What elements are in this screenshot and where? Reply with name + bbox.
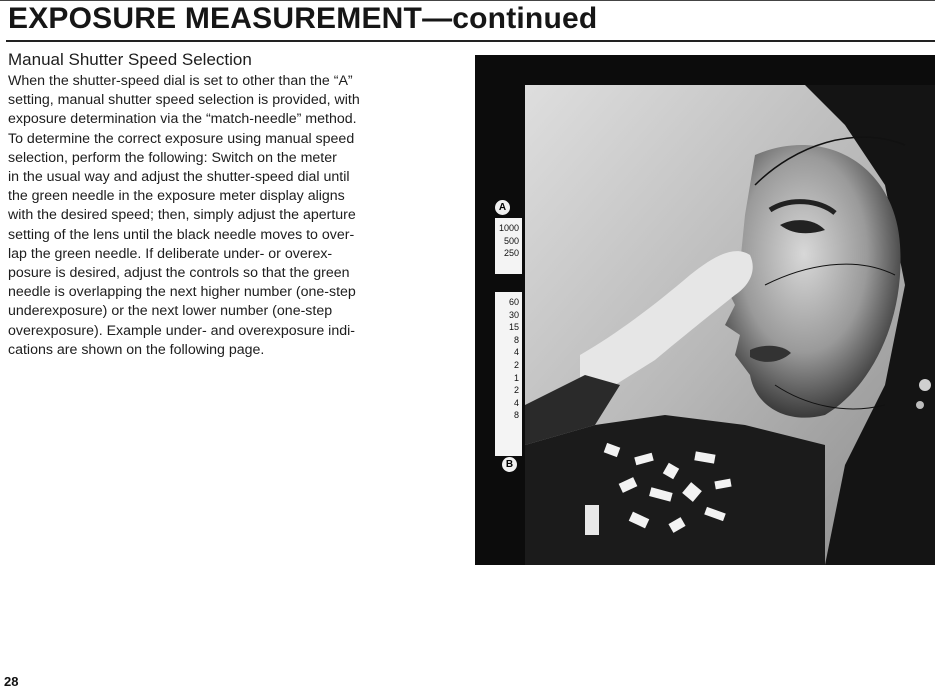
title-rule [6,40,935,42]
meter-speed-label: 8 [513,334,519,345]
photo-frame [475,55,935,565]
section-heading: Manual Shutter Speed Selection [8,50,252,69]
body-line: cations are shown on the following page. [8,341,265,358]
body-line: When the shutter-speed dial is set to other than the “A” [8,73,353,89]
meter-speed-label: 2 [513,359,519,370]
meter-fast-speeds [495,218,522,274]
meter-marker-b: B [502,457,517,472]
body-line: needle is overlapping the next higher number (one-step [8,284,356,301]
page-title-dash: — [422,2,453,35]
exposure-meter-scale [495,200,535,490]
body-line: posure is desired, adjust the controls so that the green [8,265,350,282]
page-number: 28 [4,674,19,689]
meter-speed-label: 4 [513,397,519,408]
meter-speed-label: 8 [513,410,519,421]
meter-speed-label: 30 [508,309,519,320]
body-line: selection, perform the following: Switch on the meter [8,149,337,166]
meter-marker-a: A [495,200,510,215]
body-line: To determine the correct exposure using manual speed [8,130,355,147]
body-line: with the desired speed; then, simply adjust the aperture [8,207,356,224]
top-rule [0,0,935,1]
body-line: setting of the lens until the black needle moves to over- [8,226,355,243]
body-line: overexposure). Example under- and overexposure indi- [8,322,355,339]
page-title-continued: continued [452,2,598,35]
page-title-main: EXPOSURE MEASUREMENT [8,2,423,35]
meter-speed-label: 1 [513,372,519,383]
body-line: exposure determination via the “match-needle” method. [8,111,357,128]
meter-slow-speeds [495,292,522,456]
body-line: setting, manual shutter speed selection is provided, with [8,92,360,109]
page-title [8,2,597,36]
body-paragraph [8,72,456,360]
body-line: the green needle in the exposure meter display aligns [8,188,345,205]
meter-speed-label: 250 [503,248,519,259]
meter-speed-label: 1000 [498,223,519,233]
body-line: underexposure) or the next lower number (one-step [8,303,333,320]
body-line: lap the green needle. If deliberate under- or overex- [8,245,333,262]
meter-speed-label: 2 [513,385,519,396]
meter-speed-label: 4 [513,347,519,358]
meter-speed-label: 500 [503,235,519,246]
meter-speed-label: 15 [508,322,519,333]
body-line: in the usual way and adjust the shutter-speed dial until [8,169,350,186]
woman-portrait-photo [525,85,935,565]
meter-speed-label: 60 [508,297,519,307]
